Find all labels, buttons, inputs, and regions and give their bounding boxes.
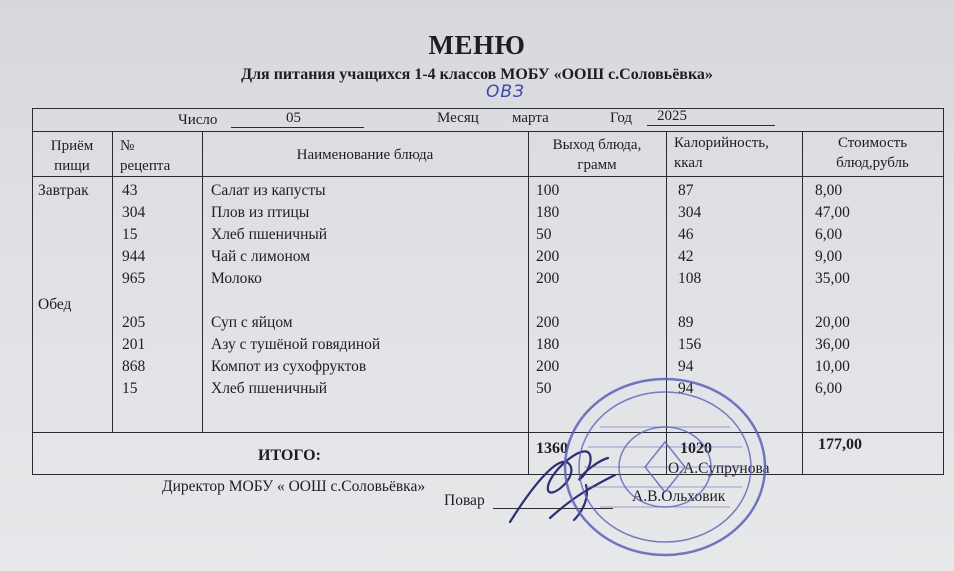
header-calories [674, 133, 802, 173]
day-value: 05 [286, 110, 301, 126]
header-calories-line2: ккал [674, 155, 703, 171]
header-recipe-line2: рецепта [120, 158, 171, 174]
document-subtitle: Для питания учащихся 1-4 классов МОБУ «ООШ с.Соловьёвка» [241, 66, 713, 83]
header-bottom-border [32, 176, 944, 177]
calories-column: 87 304 46 42 108 89 156 94 94 [678, 182, 702, 397]
header-output-line2: грамм [577, 157, 617, 173]
day-underline [231, 127, 364, 128]
director-name: О.А.Супрунова [668, 460, 770, 477]
meal-lunch: Обед [38, 296, 72, 313]
year-underline [647, 125, 775, 126]
director-label: Директор МОБУ « ООШ с.Соловьёвка» [162, 478, 426, 495]
header-output [528, 135, 666, 175]
recipe-numbers-column: 43 304 15 944 965 205 201 868 15 [122, 182, 146, 397]
total-bottom-border [32, 474, 944, 475]
header-meal-line1: Приём [50, 138, 94, 154]
col-divider-2 [202, 131, 203, 432]
year-label: Год [610, 110, 633, 126]
header-meal-line2: пищи [54, 158, 90, 174]
month-value: марта [512, 110, 549, 126]
cost-column: 8,00 47,00 6,00 9,00 35,00 20,00 36,00 10,00 6,00 [815, 182, 850, 397]
day-label: Число [178, 112, 218, 128]
table-top-border [32, 108, 944, 109]
body-bottom-border [32, 432, 944, 433]
document-title: МЕНЮ [428, 30, 526, 60]
header-output-line1: Выход блюда, [552, 137, 642, 153]
header-cost-line2: блюд,рубль [836, 155, 909, 171]
header-cost [802, 133, 943, 173]
table-right-border [943, 108, 944, 474]
year-value: 2025 [657, 108, 687, 124]
header-dish: Наименование блюда [296, 147, 434, 163]
dish-names-column: Салат из капусты Плов из птицы Хлеб пшеничный Чай с лимоном Молоко Суп с яйцом Азу с тушёной говядиной Компот из сухофруктов Хлеб пшеничный [211, 182, 381, 397]
total-label: ИТОГО: [258, 447, 321, 464]
header-meal [32, 136, 112, 176]
official-stamp [560, 372, 770, 562]
output-grams-column: 100 180 50 200 200 200 180 200 50 [536, 182, 560, 397]
month-label: Месяц [437, 110, 479, 126]
header-cost-line1: Стоимость [837, 135, 908, 151]
total-calories: 1020 [680, 440, 712, 457]
col-divider-5 [802, 131, 803, 474]
total-output: 1360 [536, 440, 568, 457]
meal-breakfast: Завтрак [38, 182, 89, 199]
header-recipe [120, 136, 200, 176]
col-divider-1 [112, 131, 113, 432]
date-row-bottom-border [32, 131, 944, 132]
cook-label: Повар [444, 492, 485, 509]
handwritten-note: ОВЗ [486, 82, 525, 102]
header-calories-line1: Калорийность, [674, 135, 769, 151]
total-cost: 177,00 [818, 436, 862, 453]
cook-name: А.В.Ольховик [632, 488, 726, 505]
col-divider-3 [528, 131, 529, 474]
header-recipe-line1: № [120, 138, 135, 154]
